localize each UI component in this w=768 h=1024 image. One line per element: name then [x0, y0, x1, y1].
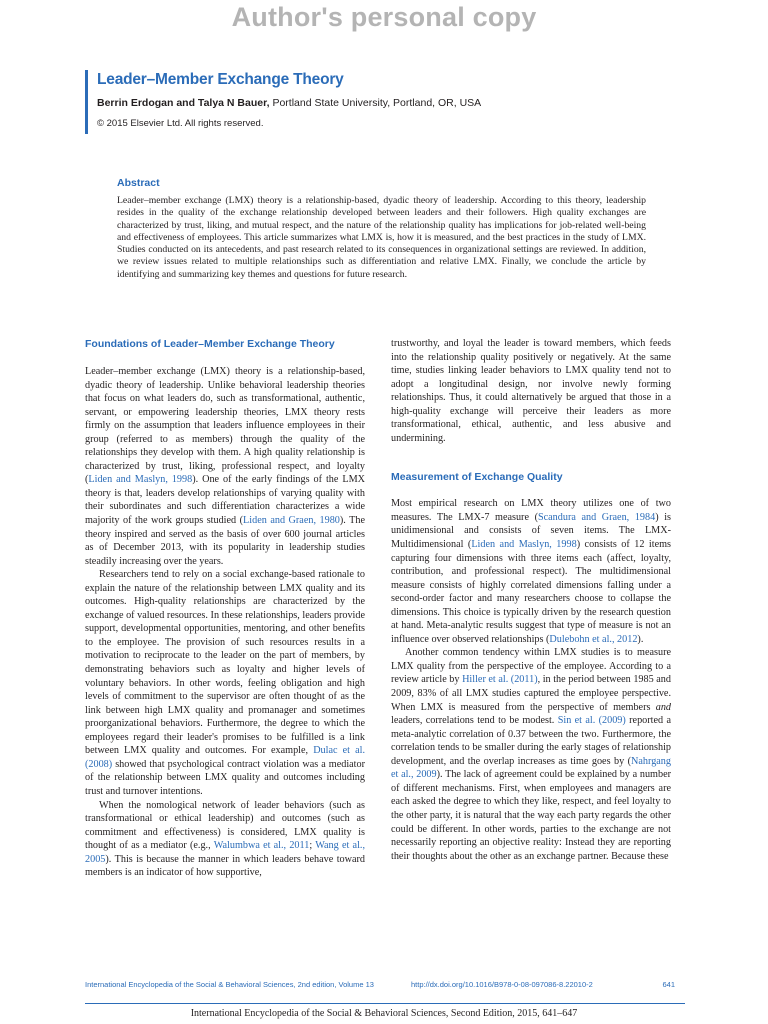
- article-title: Leader–Member Exchange Theory: [97, 71, 344, 88]
- text-span: ).: [637, 633, 644, 645]
- left-column: [85, 337, 365, 880]
- footer-links: [85, 980, 685, 994]
- section-heading-measurement: Measurement of Exchange Quality: [391, 471, 563, 484]
- paragraph: [85, 568, 365, 798]
- page-number: 641: [662, 980, 675, 989]
- section-heading-foundations: Foundations of Leader–Member Exchange Theory: [85, 338, 335, 350]
- paragraph: [391, 646, 671, 863]
- text-span: Researchers tend to rely on a social exchange-based rationale to explain the nature of the relationship between LMX quality and its outcomes. High-quality relationships are characterized by the exchange of valued resources. In these relationships, leaders provide support, developmental opportunities, mentoring, and other benefits to the employee. The provision of such resources results in a motivation to reciprocate to the leader on the part of members, by demonstrating behaviors such as loyalty and higher levels of voluntary behaviors. In other words, feeling obligation and high levels of commitment to the supervisor are often thought of as the link between high LMX quality and promanager and sometimes proorganizational behaviors. Furthermore, the degree to which the employees regard their leader's promises to be fulfilled is a link between LMX quality and outcomes. For example,: [85, 569, 365, 757]
- citation-link[interactable]: Dulac et al. (2008): [85, 745, 365, 770]
- text-span: ) is unidimensional and consists of seven items. The LMX-Multidimensional (: [391, 511, 671, 551]
- citation-link[interactable]: Sin et al. (2009): [557, 715, 626, 727]
- citation-link[interactable]: Dulebohn et al., 2012: [549, 633, 638, 645]
- emphasis: and: [655, 701, 671, 713]
- text-span: Most empirical research on LMX theory utilizes one of two measures. The LMX-7 measure (: [391, 498, 671, 523]
- author-affiliation: Portland State University, Portland, OR, USA: [269, 97, 482, 109]
- text-span: ). This is because the manner in which leaders behave toward members is an indicator of how supportive,: [85, 853, 365, 879]
- citation-link[interactable]: Liden and Maslyn, 1998: [88, 474, 193, 486]
- text-span: ). The theory inspired and served as the basis of over 600 journal articles as of December 2013, with its popularity in leadership studies steadily increasing over the years.: [85, 515, 366, 567]
- footer-doi-link[interactable]: http://dx.doi.org/10.1016/B978-0-08-097086-8.22010-2: [411, 980, 593, 989]
- text-span: showed that psychological contract violation was a mediator of the relationship between LMX quality and outcomes including trust and turnover intentions.: [85, 758, 365, 797]
- bottom-citation: International Encyclopedia of the Social & Behavioral Sciences, Second Edition, 2015, 641–647: [190, 1008, 578, 1019]
- citation-link[interactable]: Nahrgang et al., 2009: [391, 755, 671, 781]
- text-span: When the nomological network of leader behaviors (such as transformational or ethical leadership) and outcomes (such as commitment and effectiveness) is considered, LMX quality is thought of as a mediator (e.g.,: [85, 799, 365, 852]
- article-header: [85, 70, 685, 134]
- text-span: , in the period between 1985 and 2009, 83% of all LMX studies captured the employee perspective. When LMX is measured from the perspective of members: [391, 674, 671, 713]
- text-span: reported a meta-analytic correlation of 0.37 between the two. Furthermore, the correlation tends to be smaller during the early stages of relationship development, and the overlap increases as time goes by (: [391, 715, 671, 767]
- text-span: Leader–member exchange (LMX) theory is a relationship-based, dyadic theory of leadership. Unlike behavioral leadership theories that focus on what leaders do, such as transformational, authentic, servant, or empowering leadership theories, LMX theory rests firmly on the assumption that leaders influence employees in their group (referred to as members) through the quality of the relationships they develop with them. A high quality relationship is characterized by trust, liking, professional respect, and loyalty (: [85, 366, 365, 486]
- citation-link[interactable]: Walumbwa et al., 2011: [213, 840, 310, 852]
- text-span: ). One of the early findings of the LMX theory is that, leaders develop relationships of varying quality with their subordinates and such differentiation characterizes a wide majority of the work groups studied (: [85, 474, 365, 527]
- citation-link[interactable]: Scandura and Graen, 1984: [537, 511, 656, 523]
- paragraph: [85, 365, 365, 568]
- text-span: Another common tendency within LMX studies is to measure LMX quality from the perspective of the employee. According to a review article by: [391, 647, 671, 686]
- citation-link[interactable]: Liden and Maslyn, 1998: [471, 539, 577, 551]
- text-span: leaders, correlations tend to be modest.: [391, 715, 558, 727]
- text-span: ;: [309, 840, 316, 852]
- watermark: Author's personal copy: [231, 2, 537, 32]
- author-names: Berrin Erdogan and Talya N Bauer,: [97, 97, 270, 109]
- right-column: [391, 337, 671, 863]
- paragraph: [391, 497, 671, 646]
- citation-link[interactable]: Hiller et al. (2011): [462, 674, 538, 686]
- paragraph: trustworthy, and loyal the leader is toward members, which feeds into the relationship quality positively or negatively. At the same time, studies linking leader behaviors to LMX quality tend not to adopt a longitudinal design, nor involve newly forming relationships. Thus, it could alternatively be argued that those in a high-quality exchange will perceive their leaders as more transformational, ethical, authentic, and less abusive and undermining.: [391, 338, 671, 444]
- footer-divider: [85, 1003, 685, 1004]
- abstract-heading: Abstract: [117, 177, 160, 189]
- footer-source-link[interactable]: International Encyclopedia of the Social & Behavioral Sciences, 2nd edition, Volume 13: [85, 980, 374, 989]
- paragraph: [85, 799, 365, 880]
- citation-link[interactable]: Wang et al., 2005: [85, 840, 366, 865]
- text-span: ). The lack of agreement could be explained by a number of different mechanisms. First, when employees and managers are each asked the degree to which they like, respect, and feel loyalty to the other party, it is natural that the way each party regards the other could be different. In other words, parties to the exchange are not necessarily reporting an objective reality: Instead they are reporting their thoughts about the other as an exchange partner. Because these: [391, 769, 671, 862]
- copyright-notice: © 2015 Elsevier Ltd. All rights reserved.: [97, 118, 264, 129]
- citation-link[interactable]: Liden and Graen, 1980: [243, 515, 340, 527]
- author-line: [97, 96, 685, 110]
- text-span: ) consists of 12 items capturing four dimensions with three items each (affect, loyalty, contribution, and professional respect). The multidimensional measure consists of highly correlated dimensions falling under a second-order factor and many researchers choose to collapse the dimensions. This choice is typically driven by the research question at hand. Meta-analytic results suggest that type of measure is not an influence over observed relationships (: [391, 539, 671, 645]
- abstract-text: Leader–member exchange (LMX) theory is a relationship-based, dyadic theory of leadership. According to this theory, leadership resides in the quality of the exchange relationship developed between leaders and their followers. High quality exchanges are characterized by trust, liking, and mutual respect, and the nature of the relationship quality has implications for job-related well-being and effectiveness of employees. This article summarizes what LMX is, how it is measured, and the best practices in the study of LMX. Studies conducted on its antecedents, and past research related to its consequences in organizational settings are reviewed. In addition, we review issues related to multiple relationships such as differentiation and relative LMX. Finally, we conclude the article by identifying and summarizing key themes and questions for future research.: [117, 195, 646, 280]
